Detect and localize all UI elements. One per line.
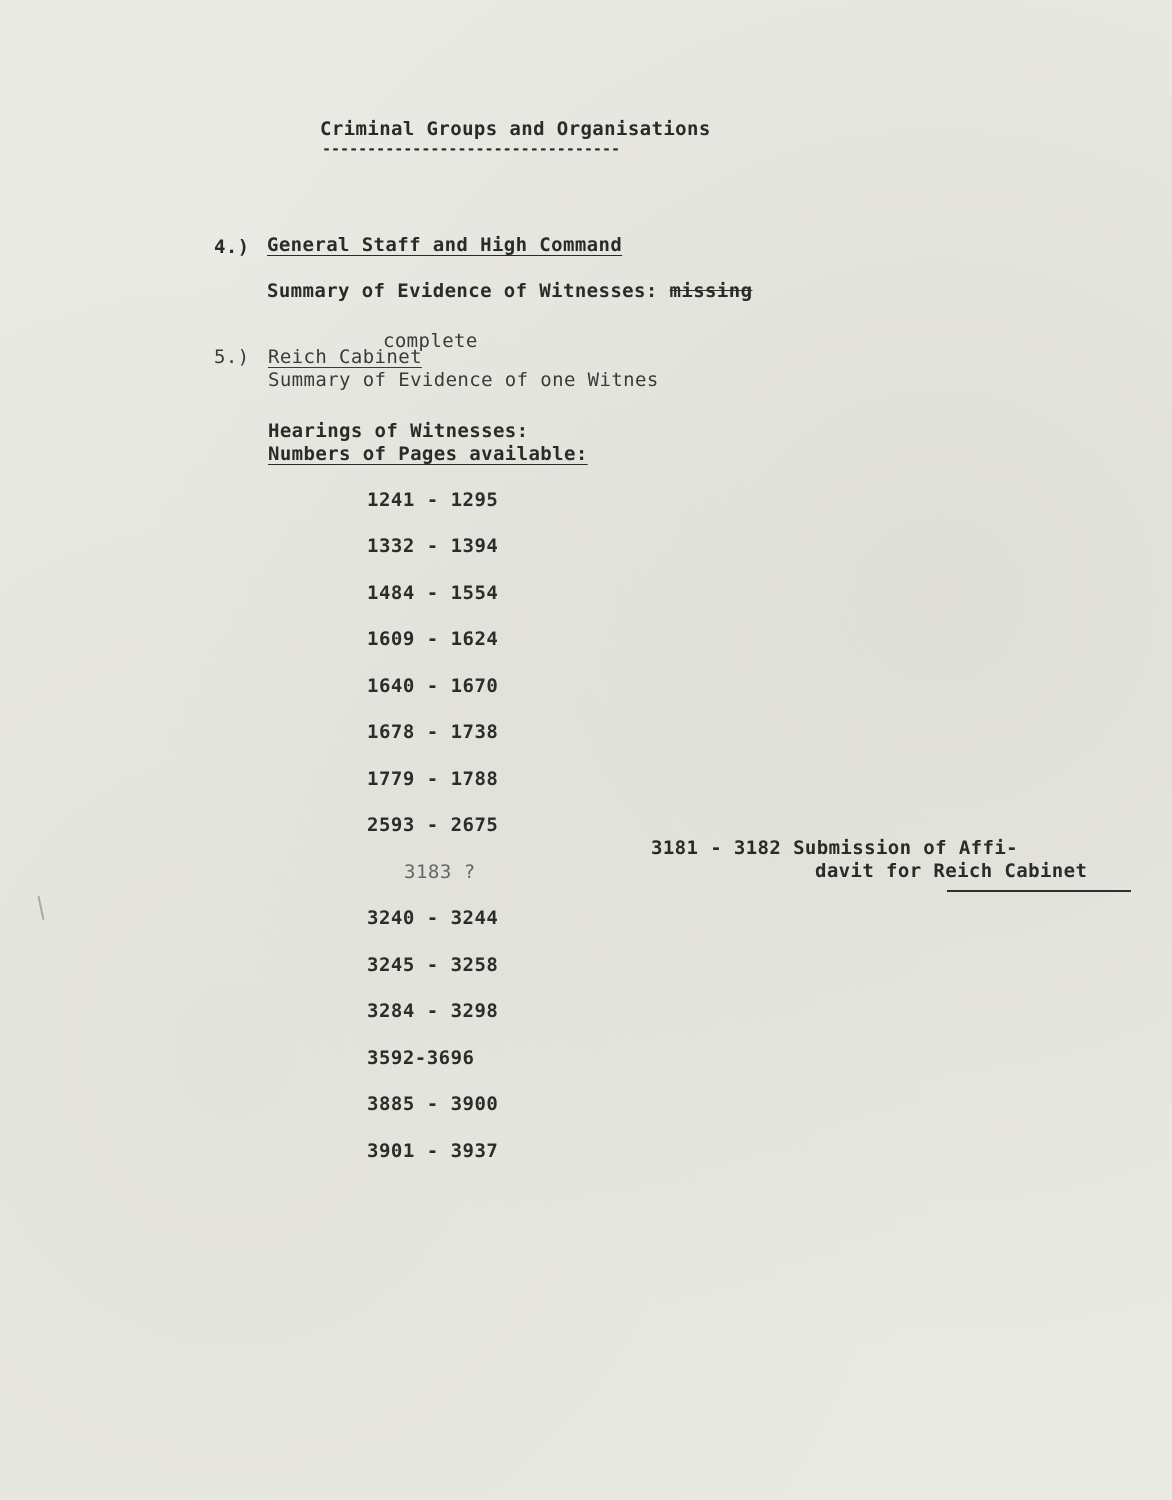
page-range-item: 1609 - 1624 bbox=[367, 628, 499, 650]
side-note-line-2: davit for Reich Cabinet bbox=[815, 860, 1088, 882]
page-range-item: 1678 - 1738 bbox=[367, 721, 499, 743]
section-4-heading: General Staff and High Command bbox=[267, 234, 623, 256]
side-note-line-1: 3181 - 3182 Submission of Affi- bbox=[651, 837, 1019, 859]
margin-mark bbox=[38, 896, 45, 920]
hearings-label: Hearings of Witnesses: bbox=[268, 420, 529, 442]
pages-label: Numbers of Pages available: bbox=[268, 443, 588, 465]
section-5-heading: Reich Cabinet bbox=[268, 346, 422, 368]
page-range-item: 3245 - 3258 bbox=[367, 954, 499, 976]
page-range-item: 1484 - 1554 bbox=[367, 582, 499, 604]
title-underline: --------------------------------- bbox=[322, 140, 621, 158]
page-range-item: 3885 - 3900 bbox=[367, 1093, 499, 1115]
page-range-item: 3183 ? bbox=[404, 861, 476, 883]
page-range-item: 1332 - 1394 bbox=[367, 535, 499, 557]
section-5-number: 5.) bbox=[214, 346, 250, 368]
section-5-summary: Summary of Evidence of one Witnes bbox=[268, 369, 659, 391]
section-4-summary-struck: missing bbox=[669, 280, 753, 302]
page-range-item: 3901 - 3937 bbox=[367, 1140, 499, 1162]
section-5-insert: complete bbox=[383, 330, 478, 352]
page-range-item: 3284 - 3298 bbox=[367, 1000, 499, 1022]
side-note-underline bbox=[947, 890, 1131, 892]
page-range-item: 3240 - 3244 bbox=[367, 907, 499, 929]
page-range-item: 1241 - 1295 bbox=[367, 489, 499, 511]
page-range-item: 1779 - 1788 bbox=[367, 768, 499, 790]
section-4-summary-text: Summary of Evidence of Witnesses: bbox=[267, 280, 670, 302]
page-range-item: 3592-3696 bbox=[367, 1047, 475, 1069]
page-range-item: 2593 - 2675 bbox=[367, 814, 499, 836]
section-4-summary bbox=[267, 280, 752, 302]
section-4-number: 4.) bbox=[214, 236, 250, 258]
document-title: Criminal Groups and Organisations bbox=[320, 118, 711, 140]
page-range-item: 1640 - 1670 bbox=[367, 675, 499, 697]
